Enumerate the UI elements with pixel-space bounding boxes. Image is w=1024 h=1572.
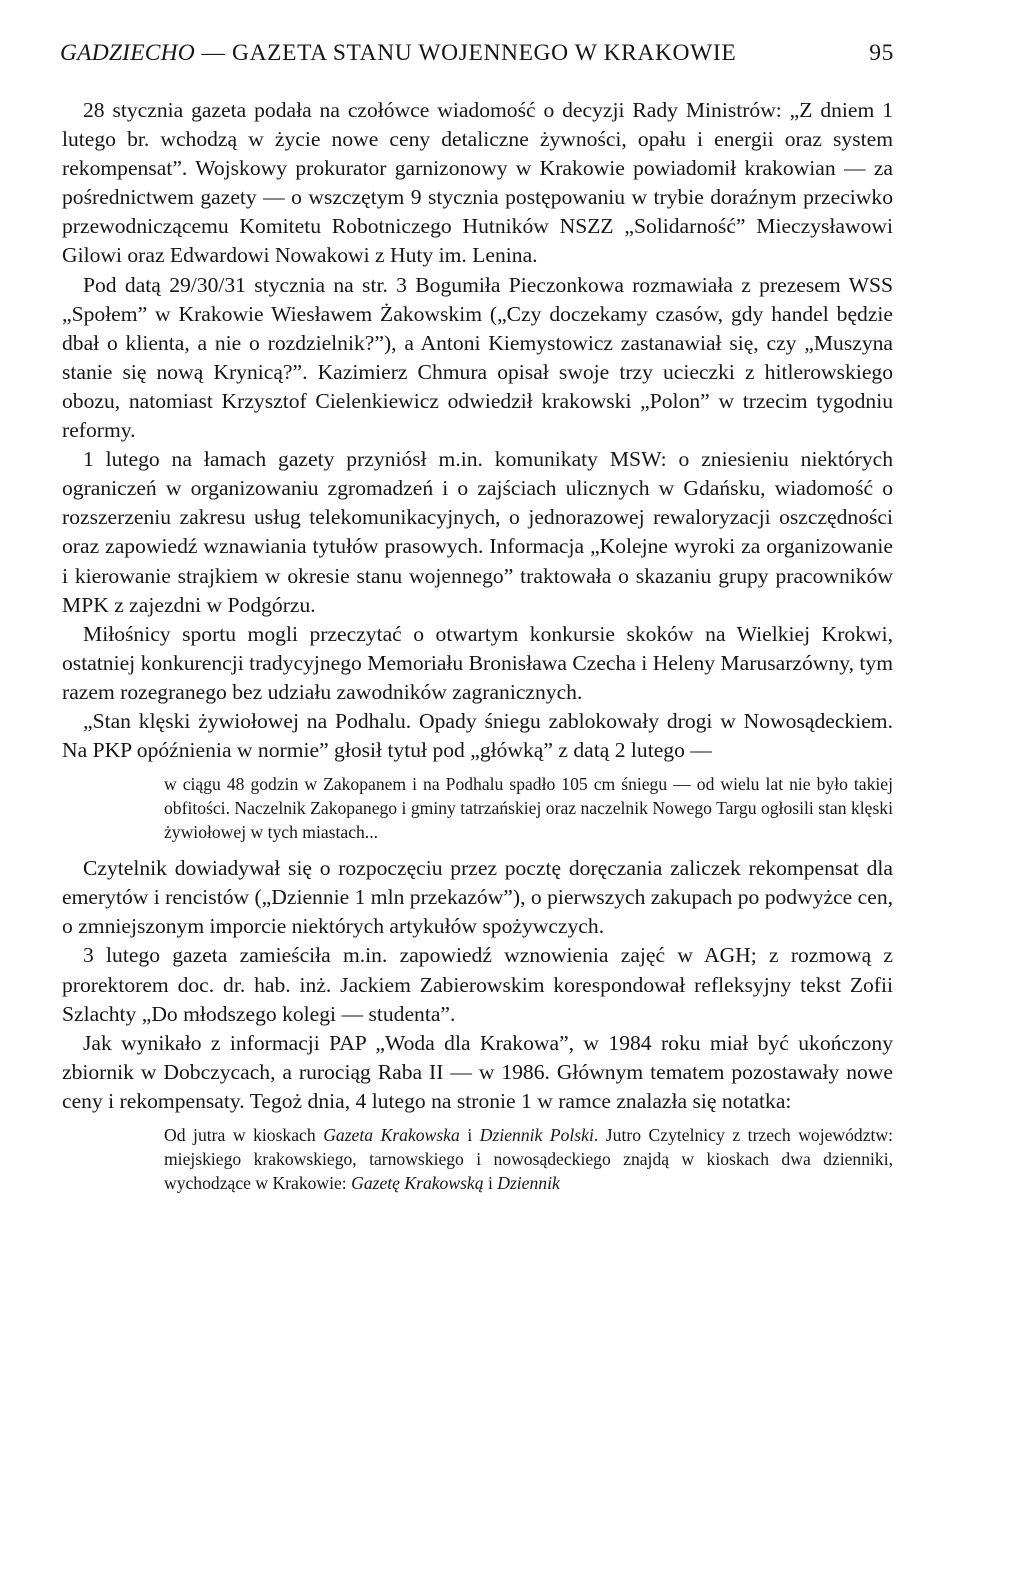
body-text [62, 96, 893, 1195]
paragraph: 3 lutego gazeta zamieściła m.in. zapowiedź wznowienia zajęć w AGH; z rozmową z prorektorem doc. dr. hab. inż. Jackiem Zabierowskim korespondował refleksyjny tekst Zofii Szlachty „Do młodszego kolegi — studenta”. [62, 943, 893, 1026]
paragraph: Czytelnik dowiadywał się o rozpoczęciu przez pocztę doręczania zaliczek rekompensat dla emerytów i rencistów („Dziennie 1 mln przekazów”), o pierwszych zakupach po podwyżce cen, o zmniejszonym imporcie niektórych artykułów spożywczych. [62, 856, 894, 939]
quote-text: i [459, 1125, 480, 1145]
newspaper-title: Dziennik [497, 1173, 560, 1193]
running-title-rest: — GAZETA STANU WOJENNEGO W KRAKOWIE [194, 40, 737, 66]
quote-text: Od jutra w kioskach [164, 1125, 324, 1145]
paragraph: 1 lutego na łamach gazety przyniósł m.in. komunikaty MSW: o zniesieniu niektórych ograniczeń w organizowaniu zgromadzeń i o zajściach ulicznych w Gdańsku, wiadomość o rozszerzeniu zakresu usług telekomunikacyjnych, o jednorazowej rewaloryzacji oszczędności oraz zapowiedź wznawiania tytułów prasowych. Informacja „Kolejne wyroki za organizowanie i kierowanie strajkiem w okresie stanu wojennego” traktowała o skazaniu grupy pracowników MPK z zajezdni w Podgórzu. [62, 447, 893, 617]
paragraph: 28 stycznia gazeta podała na czołówce wiadomość o decyzji Rady Ministrów: „Z dniem 1 lutego br. wchodzą w życie nowe ceny detaliczne żywności, opału i energii oraz system rekompensat”. Wojskowy prokurator garnizonowy w Krakowie powiadomił krakowian — za pośrednictwem gazety — o wszczętym 9 stycznia postępowaniu w trybie doraźnym przeciwko przewodniczącemu Komitetu Robotniczego Hutników NSZZ „Solidarność” Mieczysławowi Gilowi oraz Edwardowi Nowakowi z Huty im. Lenina. [62, 98, 893, 268]
page-number: 95 [869, 40, 894, 66]
quote-text: i [483, 1173, 498, 1193]
newspaper-title: Dziennik Polski [479, 1125, 594, 1145]
paragraph: Jak wynikało z informacji PAP „Woda dla Krakowa”, w 1984 roku miał być ukończony zbiornik w Dobczycach, a rurociąg Raba II — w 1986. Głównym tematem pozostawały nowe ceny i rekompensaty. Tegoż dnia, 4 lutego na stronie 1 w ramce znalazła się notatka: [62, 1030, 893, 1113]
paragraph: „Stan klęski żywiołowej na Podhalu. Opady śniegu zablokowały drogi w Nowosądeckiem. Na PKP opóźnienia w normie” głosił tytuł pod „główką” z datą 2 lutego — [62, 708, 893, 763]
newspaper-title: Gazeta Krakowska [323, 1125, 460, 1145]
block-quote: w ciągu 48 godzin w Zakopanem i na Podhalu spadło 105 cm śniegu — od wielu lat nie było takiej obfitości. Naczelnik Zakopanego i gminy tatrzańskiej oraz naczelnik Nowego Targu ogłosili stan klęski żywiołowej w tych miastach... [164, 774, 893, 843]
running-header [60, 40, 894, 80]
block-quote-notice [164, 1123, 893, 1195]
running-title [60, 40, 736, 67]
running-title-italic: GADZIECHO [60, 40, 195, 66]
newspaper-title: Gazetę Krakowską [351, 1173, 484, 1193]
quote-text: . Jutro Czytelnicy z trzech województw: miejskiego krakowskiego, tarnowskiego i nowosądeckiego znajdą w kioskach dwa dzienniki, wychodzące w Krakowie: [164, 1125, 893, 1193]
paragraph: Pod datą 29/30/31 stycznia na str. 3 Bogumiła Pieczonkowa rozmawiała z prezesem WSS „Społem” w Krakowie Wiesławem Żakowskim („Czy doczekamy czasów, gdy handel będzie dbał o klienta, a nie o rozdzielnik?”), a Antoni Kiemystowicz zastanawiał się, czy „Muszyna stanie się nową Krynicą?”. Kazimierz Chmura opisał swoje trzy ucieczki z hitlerowskiego obozu, natomiast Krzysztof Cielenkiewicz odwiedził krakowski „Polon” w trzecim tygodniu reformy. [62, 272, 893, 443]
paragraph: Miłośnicy sportu mogli przeczytać o otwartym konkursie skoków na Wielkiej Krokwi, ostatniej konkurencji tradycyjnego Memoriału Bronisława Czecha i Heleny Marusarzówny, tym razem rozegranego bez udziału zawodników zagranicznych. [62, 621, 893, 704]
